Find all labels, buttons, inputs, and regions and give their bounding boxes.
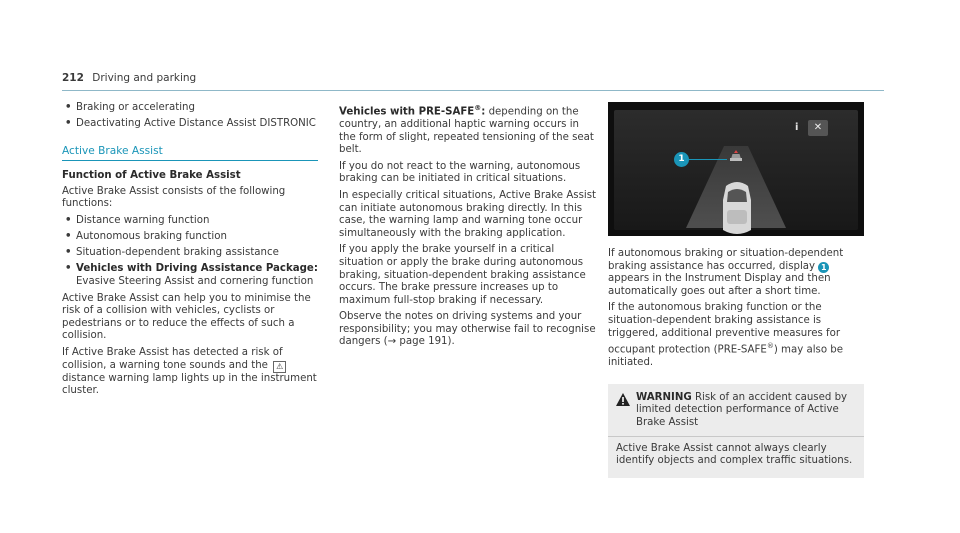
list-item: • Autonomous braking function <box>65 231 227 243</box>
instrument-display-image <box>608 102 864 236</box>
header-divider <box>62 90 884 91</box>
warning-label: WARNING <box>636 391 692 403</box>
package-text: Evasive Steering Assist and cornering function <box>76 275 314 287</box>
warning-body: Active Brake Assist cannot always clearly identify objects and complex traffic situations. <box>616 442 853 467</box>
callout-line <box>689 159 727 160</box>
distance-warning-lamp-icon: ⚠ <box>273 361 286 373</box>
paragraph: If Active Brake Assist has detected a risk of collision, a warning tone sounds and the ⚠ distance warning lamp lights up in the instrument cluster. <box>62 346 317 397</box>
intro-text: Active Brake Assist consists of the following functions: <box>62 185 286 210</box>
section-divider <box>62 160 318 161</box>
presafe-label: Vehicles with PRE-SAFE <box>339 106 475 118</box>
page-header <box>62 72 196 84</box>
paragraph: If you do not react to the warning, autonomous braking can be initiated in critical situations. <box>339 160 581 185</box>
paragraph: In especially critical situations, Active Brake Assist can initiate autonomous braking directly. In this case, the warning lamp and warning tone occur simultaneously with the braking application. <box>339 189 597 239</box>
warning-header <box>616 392 856 430</box>
list-item: • Situation-dependent braking assistance <box>65 247 279 259</box>
section-heading-active-brake-assist: Active Brake Assist <box>62 144 163 157</box>
paragraph-presafe: Vehicles with PRE-SAFE®: depending on the country, an additional haptic warning occurs in the form of slight, repeated tensioning of the seat belt. <box>339 104 594 156</box>
paragraph: Observe the notes on driving systems and your responsibility; you may otherwise fail to recognise dangers (→ page 191). <box>339 311 596 348</box>
paragraph: Active Brake Assist can help you to minimise the risk of a collision with vehicles, cyclists or pedestrians or to reduce the effects of such a collision. <box>62 292 311 342</box>
function-heading: Function of Active Brake Assist <box>62 170 241 182</box>
arrow-icon: → <box>387 336 397 348</box>
top-bullet-list <box>62 102 318 131</box>
paragraph: If the autonomous braking function or the situation-dependent braking assistance is triggered, additional preventive measures for occupant protection (PRE-SAFE®) may also be initiated. <box>608 302 844 369</box>
list-item: • Deactivating Active Distance Assist DISTRONIC <box>65 118 316 130</box>
close-icon: ✕ <box>808 120 828 136</box>
column-middle <box>339 102 597 353</box>
page-number: 212 <box>62 72 84 84</box>
callout-marker: 1 <box>674 152 689 167</box>
vehicle-icon <box>718 180 756 236</box>
list-item: • Braking or accelerating <box>65 102 195 113</box>
display-panel <box>614 110 858 230</box>
brake-warning-car-icon <box>729 150 743 162</box>
column-left <box>62 102 318 402</box>
list-item: • Distance warning function <box>65 215 210 227</box>
package-label: Vehicles with Driving Assistance Package: <box>76 263 318 275</box>
callout-marker-inline: 1 <box>818 262 829 273</box>
list-item: • Vehicles with Driving Assistance Package: Evasive Steering Assist and cornering function <box>65 263 318 287</box>
function-bullet-list <box>62 215 318 288</box>
warning-divider <box>608 436 864 437</box>
paragraph: If you apply the brake yourself in a critical situation or apply the brake during autonomous braking, situation-dependent braking assistance occurs. The brake pressure increases up to maximum full-stop braking if necessary. <box>339 244 586 306</box>
page-reference-link[interactable]: page 191 <box>396 336 448 348</box>
warning-title: WARNING Risk of an accident caused by limited detection performance of Active Brake Assist <box>636 391 848 428</box>
warning-box <box>608 384 864 478</box>
info-icon: i <box>795 122 799 133</box>
warning-triangle-icon <box>616 393 630 406</box>
section-title: Driving and parking <box>92 72 197 84</box>
paragraph: If autonomous braking or situation-dependent braking assistance has occurred, display 1 appears in the Instrument Display and then automatically goes out after a short time. <box>608 248 844 297</box>
column-right <box>608 102 864 478</box>
